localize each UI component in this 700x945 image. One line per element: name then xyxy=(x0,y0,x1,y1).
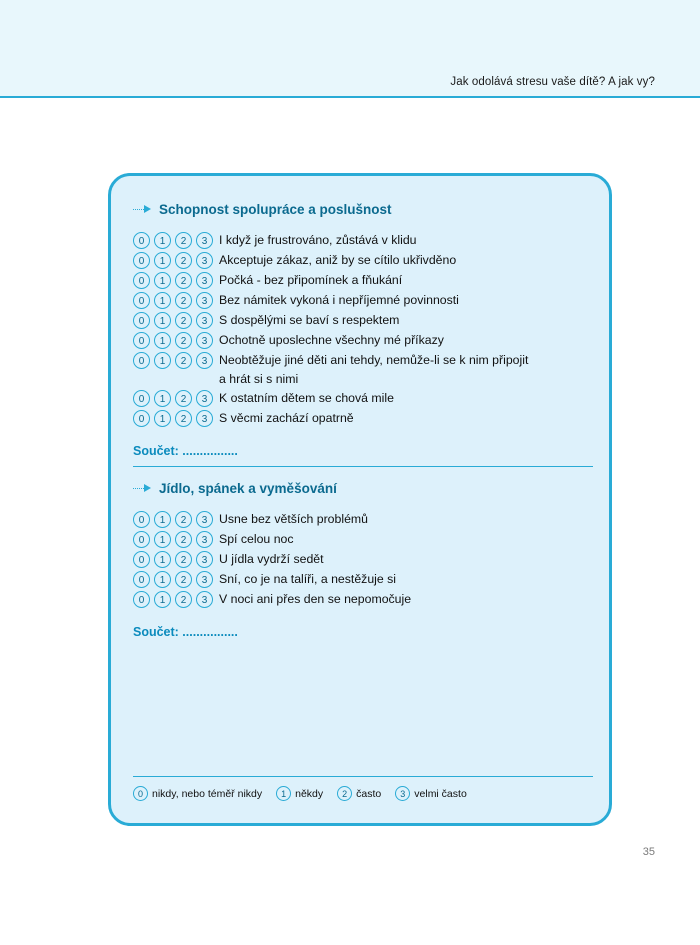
rating-scale[interactable] xyxy=(133,389,219,407)
legend-item xyxy=(276,786,323,801)
legend-item xyxy=(337,786,381,801)
question-row xyxy=(133,351,593,388)
rating-bubble-3[interactable]: 3 xyxy=(196,390,213,407)
question-row xyxy=(133,389,593,408)
rating-bubble-1[interactable]: 1 xyxy=(154,292,171,309)
rating-scale[interactable] xyxy=(133,291,219,309)
question-list-2 xyxy=(133,510,593,609)
question-row xyxy=(133,291,593,310)
rating-bubble-1[interactable]: 1 xyxy=(154,390,171,407)
rating-bubble-1[interactable]: 1 xyxy=(154,571,171,588)
rating-bubble-1[interactable]: 1 xyxy=(154,591,171,608)
question-text: U jídla vydrží sedět xyxy=(219,552,324,566)
question-text: Ochotně uposlechne všechny mé příkazy xyxy=(219,333,444,347)
rating-bubble-2[interactable]: 2 xyxy=(175,272,192,289)
rating-bubble-3[interactable]: 3 xyxy=(196,332,213,349)
rating-bubble-0[interactable]: 0 xyxy=(133,571,150,588)
question-row xyxy=(133,271,593,290)
question-text: Spí celou noc xyxy=(219,532,294,546)
question-row xyxy=(133,550,593,569)
rating-bubble-3[interactable]: 3 xyxy=(196,292,213,309)
rating-bubble-3[interactable]: 3 xyxy=(196,551,213,568)
rating-bubble-1[interactable]: 1 xyxy=(154,352,171,369)
question-text-continued: a hrát si s nimi xyxy=(219,371,299,386)
rating-bubble-2[interactable]: 2 xyxy=(175,551,192,568)
rating-bubble-0[interactable]: 0 xyxy=(133,332,150,349)
page-header-band xyxy=(0,0,700,98)
question-row xyxy=(133,530,593,549)
rating-bubble-2[interactable]: 2 xyxy=(175,352,192,369)
rating-bubble-3[interactable]: 3 xyxy=(196,252,213,269)
rating-bubble-3[interactable]: 3 xyxy=(196,571,213,588)
legend-label: velmi často xyxy=(414,787,467,800)
rating-bubble-1[interactable]: 1 xyxy=(154,551,171,568)
question-row xyxy=(133,311,593,330)
question-list-1 xyxy=(133,231,593,428)
legend xyxy=(133,786,593,801)
rating-scale[interactable] xyxy=(133,351,219,369)
rating-bubble-2[interactable]: 2 xyxy=(175,390,192,407)
rating-scale[interactable] xyxy=(133,590,219,608)
rating-bubble-3[interactable]: 3 xyxy=(196,410,213,427)
rating-bubble-0[interactable]: 0 xyxy=(133,232,150,249)
rating-scale[interactable] xyxy=(133,409,219,427)
legend-label: někdy xyxy=(295,787,324,800)
section-heading-label: Jídlo, spánek a vyměšování xyxy=(159,481,337,496)
rating-bubble-0[interactable]: 0 xyxy=(133,292,150,309)
rating-bubble-0[interactable]: 0 xyxy=(133,551,150,568)
sum-line-1[interactable]: Součet: ................ xyxy=(133,444,238,458)
rating-scale[interactable] xyxy=(133,530,219,548)
legend-divider xyxy=(133,776,593,777)
dotted-arrow-icon xyxy=(133,483,155,495)
rating-bubble-1[interactable]: 1 xyxy=(154,232,171,249)
running-head-title: Jak odolává stresu vaše dítě? A jak vy? xyxy=(450,76,655,88)
question-text: Sní, co je na talíři, a nestěžuje si xyxy=(219,572,397,586)
question-text: S věcmi zachází opatrně xyxy=(219,411,354,425)
question-row xyxy=(133,231,593,250)
legend-item xyxy=(395,786,467,801)
rating-bubble-0[interactable]: 0 xyxy=(133,312,150,329)
section-heading-label: Schopnost spolupráce a poslušnost xyxy=(159,202,392,217)
rating-bubble-2[interactable]: 2 xyxy=(175,332,192,349)
rating-bubble-2[interactable]: 2 xyxy=(175,571,192,588)
rating-bubble-0[interactable]: 0 xyxy=(133,390,150,407)
question-row xyxy=(133,331,593,350)
rating-bubble-3[interactable]: 3 xyxy=(196,312,213,329)
legend-item xyxy=(133,786,262,801)
section-heading-1 xyxy=(133,202,593,217)
rating-bubble-3[interactable]: 3 xyxy=(196,232,213,249)
question-text: Neobtěžuje jiné děti ani tehdy, nemůže-li se k nim připojit xyxy=(219,353,529,367)
legend-label: často xyxy=(356,787,382,800)
question-text: S dospělými se baví s respektem xyxy=(219,313,400,327)
rating-bubble-3[interactable]: 3 xyxy=(196,531,213,548)
question-row xyxy=(133,251,593,270)
question-text: Počká - bez připomínek a fňukání xyxy=(219,273,403,287)
rating-bubble-1[interactable]: 1 xyxy=(154,531,171,548)
rating-bubble-2[interactable]: 2 xyxy=(175,410,192,427)
rating-bubble-0[interactable]: 0 xyxy=(133,531,150,548)
rating-scale[interactable] xyxy=(133,271,219,289)
rating-bubble-0[interactable]: 0 xyxy=(133,352,150,369)
rating-bubble-1[interactable]: 1 xyxy=(154,252,171,269)
rating-bubble-2[interactable]: 2 xyxy=(175,292,192,309)
rating-scale[interactable] xyxy=(133,570,219,588)
rating-bubble-0[interactable]: 0 xyxy=(133,252,150,269)
legend-bubble-2: 2 xyxy=(337,786,352,801)
rating-bubble-2[interactable]: 2 xyxy=(175,511,192,528)
question-text: I když je frustrováno, zůstává v klidu xyxy=(219,233,417,247)
rating-scale[interactable] xyxy=(133,231,219,249)
rating-bubble-0[interactable]: 0 xyxy=(133,511,150,528)
rating-bubble-2[interactable]: 2 xyxy=(175,252,192,269)
question-text: V noci ani přes den se nepomočuje xyxy=(219,592,412,606)
rating-bubble-0[interactable]: 0 xyxy=(133,272,150,289)
question-text: K ostatním dětem se chová mile xyxy=(219,391,394,405)
dotted-arrow-icon xyxy=(133,204,155,216)
rating-bubble-0[interactable]: 0 xyxy=(133,591,150,608)
rating-bubble-2[interactable]: 2 xyxy=(175,531,192,548)
rating-bubble-3[interactable]: 3 xyxy=(196,591,213,608)
rating-bubble-3[interactable]: 3 xyxy=(196,511,213,528)
rating-scale[interactable] xyxy=(133,510,219,528)
section-divider xyxy=(133,466,593,467)
question-row xyxy=(133,570,593,589)
question-row xyxy=(133,409,593,428)
rating-bubble-1[interactable]: 1 xyxy=(154,272,171,289)
question-text: Akceptuje zákaz, aniž by se cítilo ukřivděno xyxy=(219,253,457,267)
question-text: Usne bez větších problémů xyxy=(219,512,369,526)
rating-bubble-1[interactable]: 1 xyxy=(154,410,171,427)
questionnaire-panel xyxy=(108,173,612,826)
rating-bubble-1[interactable]: 1 xyxy=(154,332,171,349)
questionnaire-content xyxy=(133,202,593,645)
question-row xyxy=(133,590,593,609)
rating-scale[interactable] xyxy=(133,311,219,329)
rating-bubble-2[interactable]: 2 xyxy=(175,591,192,608)
section-heading-2 xyxy=(133,481,593,496)
rating-scale[interactable] xyxy=(133,331,219,349)
legend-bubble-0: 0 xyxy=(133,786,148,801)
question-text-wrapper xyxy=(219,351,528,388)
question-text: Bez námitek vykoná i nepříjemné povinnosti xyxy=(219,293,459,307)
rating-bubble-1[interactable]: 1 xyxy=(154,511,171,528)
legend-bubble-1: 1 xyxy=(276,786,291,801)
rating-bubble-0[interactable]: 0 xyxy=(133,410,150,427)
rating-bubble-2[interactable]: 2 xyxy=(175,232,192,249)
legend-area xyxy=(133,776,593,801)
page-number: 35 xyxy=(642,846,655,858)
rating-bubble-3[interactable]: 3 xyxy=(196,272,213,289)
rating-bubble-2[interactable]: 2 xyxy=(175,312,192,329)
rating-bubble-3[interactable]: 3 xyxy=(196,352,213,369)
legend-bubble-3: 3 xyxy=(395,786,410,801)
rating-scale[interactable] xyxy=(133,550,219,568)
sum-line-2[interactable]: Součet: ................ xyxy=(133,625,238,639)
question-row xyxy=(133,510,593,529)
rating-bubble-1[interactable]: 1 xyxy=(154,312,171,329)
legend-label: nikdy, nebo téměř nikdy xyxy=(152,787,263,800)
rating-scale[interactable] xyxy=(133,251,219,269)
